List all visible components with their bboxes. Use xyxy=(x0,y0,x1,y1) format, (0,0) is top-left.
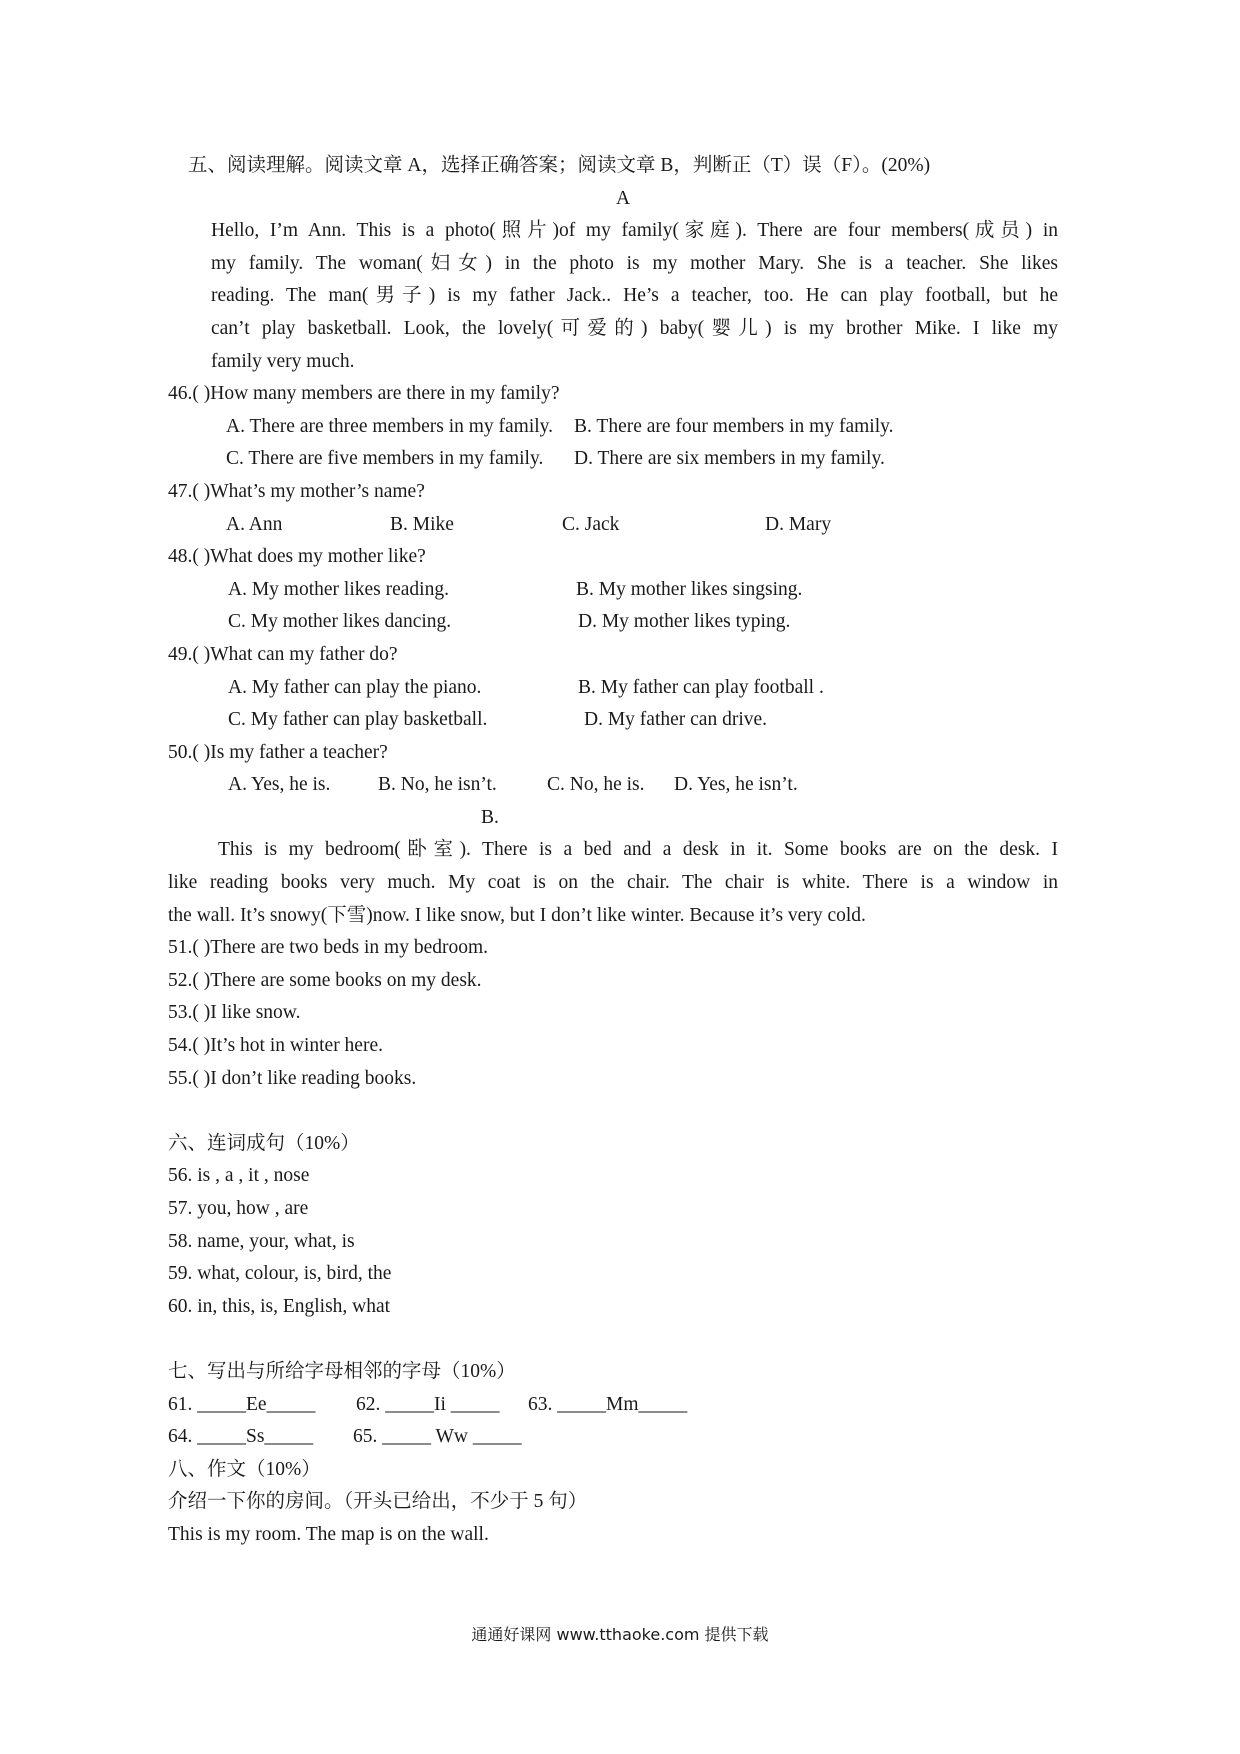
option-b: B. My father can play football . xyxy=(578,676,824,698)
passage-b-line: the wall. It’s snowy(下雪)now. I like snow, but I don’t like winter. Because it’s very cold. xyxy=(168,904,866,926)
option-a: A. Yes, he is. xyxy=(228,774,331,796)
question-49: 49.( )What can my father do? xyxy=(168,643,398,665)
letter-item: 63. _____Mm_____ xyxy=(528,1393,688,1415)
letter-item: 61. _____Ee_____ xyxy=(168,1393,316,1415)
composition-start: This is my room. The map is on the wall. xyxy=(168,1523,489,1545)
sentence-item: 59. what, colour, is, bird, the xyxy=(168,1263,392,1285)
sentence-item: 57. you, how , are xyxy=(168,1198,309,1219)
option-a: A. There are three members in my family. xyxy=(226,415,554,437)
option-a: A. My father can play the piano. xyxy=(228,676,482,698)
passage-b-line: like reading books very much. My coat is on the chair. The chair is white. There is a window in xyxy=(168,872,1058,894)
question-48: 48.( )What does my mother like? xyxy=(168,546,426,568)
section6 xyxy=(168,1128,1058,1324)
option-a: A. My mother likes reading. xyxy=(228,578,449,600)
section6-heading: 六、连词成句（10%） xyxy=(168,1132,360,1154)
section7 xyxy=(168,1356,1058,1454)
question-46-options-row1 xyxy=(188,411,1058,444)
true-false-item: 52.( )There are some books on my desk. xyxy=(168,969,482,991)
letter-item: 62. _____Ii _____ xyxy=(356,1393,500,1415)
question-48-options-row2 xyxy=(188,606,1058,639)
option-c: C. Jack xyxy=(562,513,620,535)
worksheet-page xyxy=(168,150,1058,1552)
option-d: D. There are six members in my family. xyxy=(574,448,885,470)
option-b: B. Mike xyxy=(390,513,454,535)
passage-a-line: family very much. xyxy=(211,350,355,372)
letters-row-2 xyxy=(168,1421,1058,1454)
sentence-item: 60. in, this, is, English, what xyxy=(168,1295,391,1317)
passage-b-title: B. xyxy=(481,806,499,828)
section5-heading: 五、阅读理解。阅读文章 A，选择正确答案；阅读文章 B，判断正（T）误（F）。(20%) xyxy=(188,155,931,176)
option-a: A. Ann xyxy=(226,513,283,535)
option-d: D. Yes, he isn’t. xyxy=(674,774,798,796)
section8 xyxy=(168,1454,1058,1552)
option-c: C. My father can play basketball. xyxy=(228,709,488,731)
option-c: C. No, he is. xyxy=(547,774,645,796)
true-false-item: 54.( )It’s hot in winter here. xyxy=(168,1035,383,1057)
true-false-list xyxy=(168,932,1058,1095)
option-d: D. My mother likes typing. xyxy=(578,611,791,633)
option-b: B. My mother likes singsing. xyxy=(576,578,803,600)
letter-item: 64. _____Ss_____ xyxy=(168,1426,314,1448)
question-47-options xyxy=(188,509,1058,542)
letters-row-1 xyxy=(168,1389,1058,1422)
true-false-item: 53.( )I like snow. xyxy=(168,1002,301,1024)
question-46: 46.( )How many members are there in my family? xyxy=(168,383,560,405)
passage-a-title: A xyxy=(615,187,631,209)
footer-credit: 通通好课网 www.tthaoke.com 提供下载 xyxy=(471,1625,769,1644)
passage-b xyxy=(168,834,1058,932)
passage-a-line: Hello, I’m Ann. This is a photo(照片)of my family(家庭). There are four members(成员) in xyxy=(211,220,1058,242)
true-false-item: 55.( )I don’t like reading books. xyxy=(168,1067,417,1089)
question-49-options-row1 xyxy=(188,672,1058,705)
composition-prompt: 介绍一下你的房间。（开头已给出，不少于 5 句） xyxy=(168,1491,588,1513)
question-46-options-row2 xyxy=(188,443,1058,476)
option-b: B. No, he isn’t. xyxy=(378,774,497,796)
question-50-options xyxy=(188,769,1058,802)
passage-a-line: can’t play basketball. Look, the lovely(可爱的) baby(婴儿) is my brother Mike. I like my xyxy=(211,317,1058,339)
option-d: D. Mary xyxy=(765,513,832,535)
question-50: 50.( )Is my father a teacher? xyxy=(168,741,388,763)
passage-b-line: This is my bedroom(卧室). There is a bed and a desk in it. Some books are on the desk. I xyxy=(218,839,1058,861)
option-c: C. My mother likes dancing. xyxy=(228,611,452,633)
option-c: C. There are five members in my family. xyxy=(226,448,544,470)
option-b: B. There are four members in my family. xyxy=(574,415,894,437)
true-false-item: 51.( )There are two beds in my bedroom. xyxy=(168,937,489,959)
passage-a-line: reading. The man(男子) is my father Jack.. He’s a teacher, too. He can play football, but he xyxy=(211,285,1058,307)
passage-a-line: my family. The woman(妇女) in the photo is my mother Mary. She is a teacher. She likes xyxy=(211,252,1058,274)
question-49-options-row2 xyxy=(188,704,1058,737)
option-d: D. My father can drive. xyxy=(584,709,768,731)
sentence-item: 56. is , a , it , nose xyxy=(168,1165,310,1187)
sentence-item: 58. name, your, what, is xyxy=(168,1230,355,1252)
question-47: 47.( )What’s my mother’s name? xyxy=(168,480,425,502)
section7-heading: 七、写出与所给字母相邻的字母（10%） xyxy=(168,1360,516,1382)
passage-a xyxy=(188,215,1058,378)
section8-heading: 八、作文（10%） xyxy=(168,1458,321,1480)
question-48-options-row1 xyxy=(188,574,1058,607)
letter-item: 65. _____ Ww _____ xyxy=(353,1426,522,1448)
